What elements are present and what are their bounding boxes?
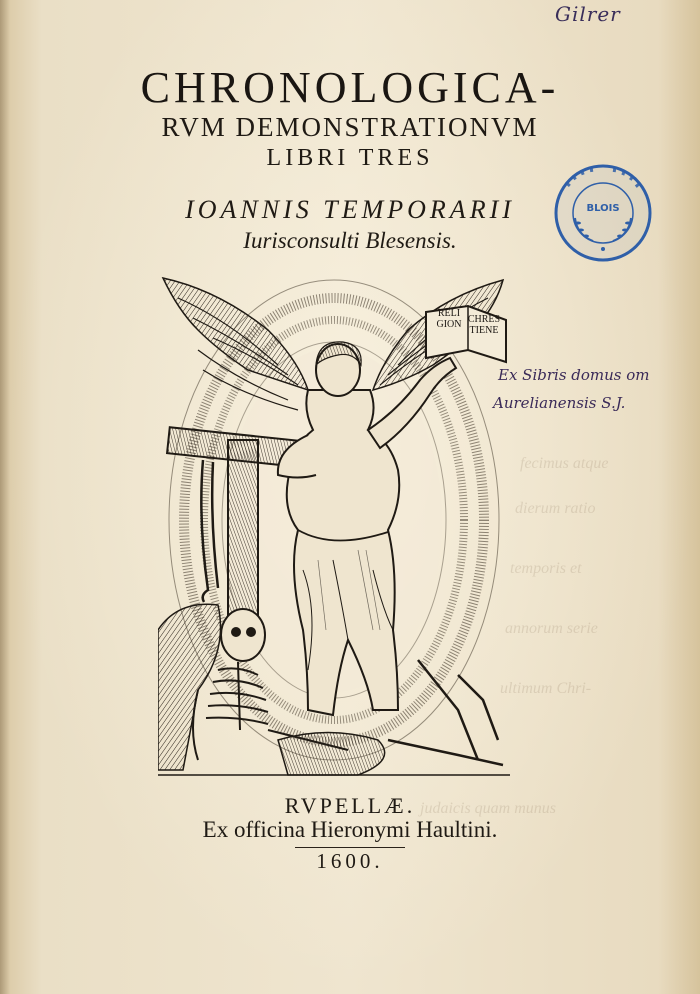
handwritten-ownership-note-line-1: Ex Sibris domus om bbox=[498, 366, 650, 384]
title-line-3: LIBRI TRES bbox=[266, 145, 434, 171]
library-stamp bbox=[553, 163, 653, 263]
title-line-2: RVM DEMONSTRATIONVM bbox=[161, 112, 539, 142]
handwritten-shelfmark: Gilrer bbox=[555, 2, 621, 26]
handwritten-ownership-note-line-2: Aurelianensis S.J. bbox=[493, 394, 626, 412]
bleed-through-text: annorum serie bbox=[505, 620, 598, 637]
bleed-through-text: judaicis quam munus bbox=[420, 800, 556, 817]
imprint-rule bbox=[295, 847, 405, 848]
bleed-through-text: dierum ratio bbox=[515, 500, 596, 517]
bleed-through-text: ultimum Chri- bbox=[500, 680, 592, 697]
author-description: Iurisconsulti Blesensis. bbox=[243, 228, 457, 253]
book-inscription-left: RELI GION bbox=[436, 308, 462, 330]
title-line-1: CHRONOLOGICA- bbox=[140, 63, 560, 112]
imprint-printer: Ex officina Hieronymi Haultini. bbox=[202, 817, 498, 842]
author-name: IOANNIS TEMPORARII bbox=[185, 195, 515, 224]
bleed-through-text: temporis et bbox=[510, 560, 582, 577]
woodcut-angel-illustration bbox=[158, 270, 510, 780]
bleed-through-text: fecimus atque bbox=[520, 455, 609, 472]
stamp-text: BLOIS bbox=[586, 203, 620, 214]
imprint-place: RVPELLÆ. bbox=[284, 793, 416, 818]
imprint-year: 1600. bbox=[316, 849, 384, 873]
book-inscription-right: CHRES TIENE bbox=[467, 314, 501, 336]
